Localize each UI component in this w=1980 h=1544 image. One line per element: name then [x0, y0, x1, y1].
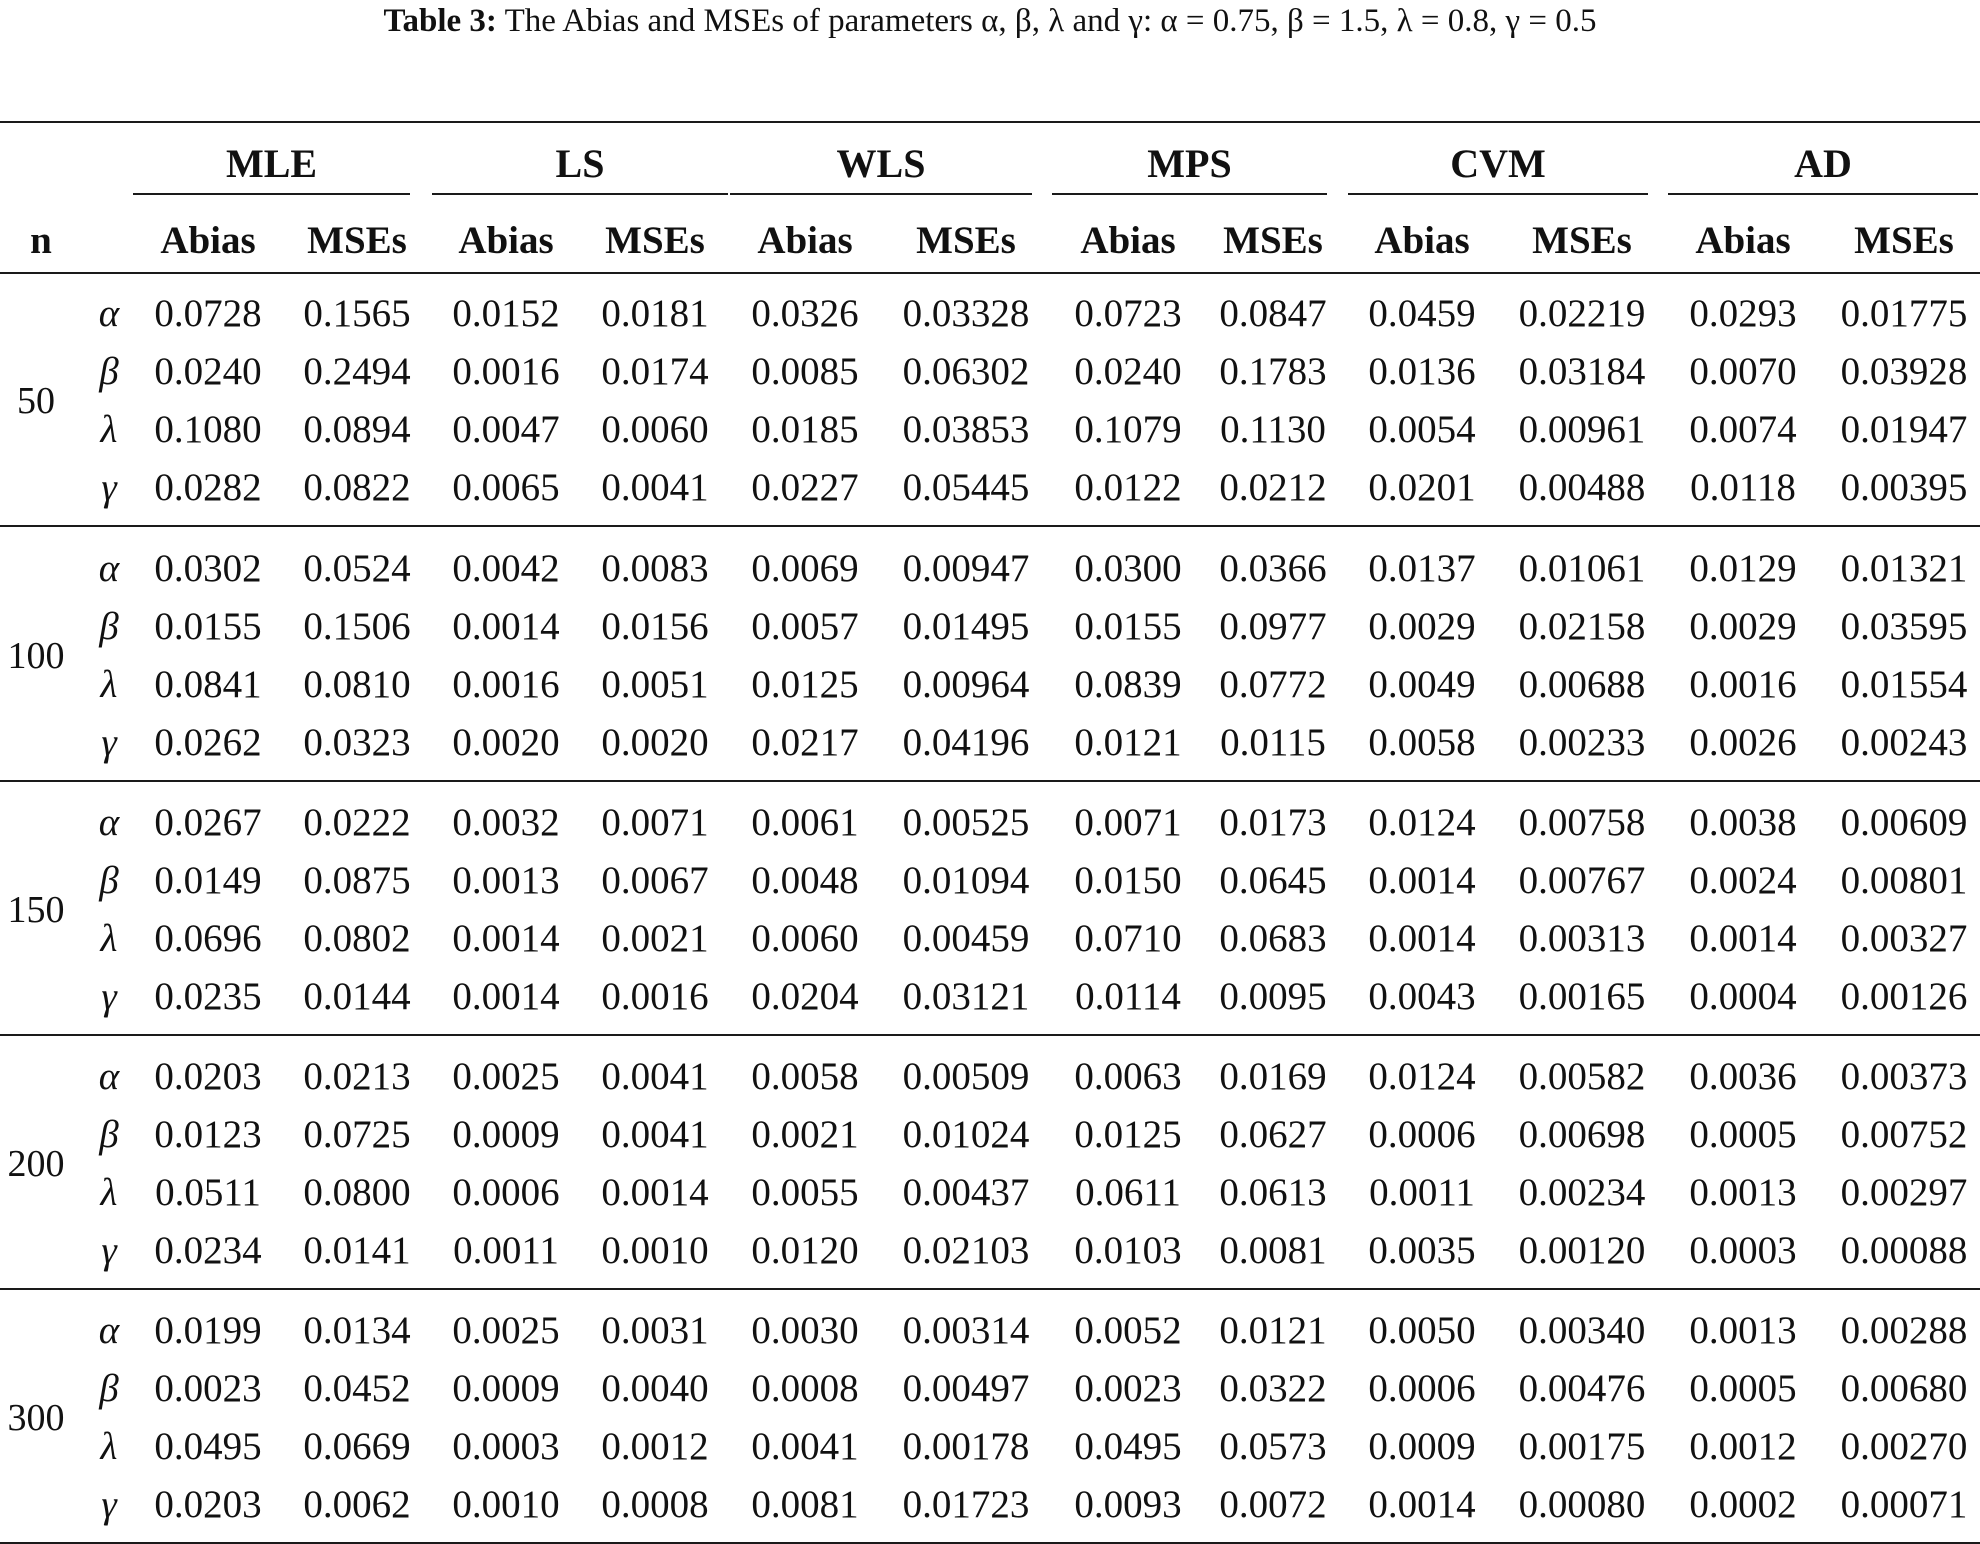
table-cell: 0.0222 [303, 801, 411, 844]
table-cell: 0.0234 [154, 1229, 262, 1272]
parameter-symbol: β [99, 1113, 119, 1156]
table-cell: 0.0627 [1219, 1113, 1327, 1156]
table-cell: 0.03928 [1840, 350, 1968, 393]
table-cell: 0.00395 [1840, 466, 1968, 509]
method-group-underline [1052, 193, 1327, 195]
table-cell: 0.0014 [452, 975, 560, 1018]
table-cell: 0.0009 [452, 1367, 560, 1410]
table-cell: 0.00767 [1518, 859, 1646, 902]
table-cell: 0.0495 [1074, 1425, 1182, 1468]
table-cell: 0.0023 [1074, 1367, 1182, 1410]
sub-column-header: MSEs [605, 219, 705, 262]
table-cell: 0.01321 [1840, 547, 1968, 590]
parameter-symbol: β [99, 605, 119, 648]
table-cell: 0.0020 [452, 721, 560, 764]
table-cell: 0.0042 [452, 547, 560, 590]
table-cell: 0.0012 [1689, 1425, 1797, 1468]
table-cell: 0.0014 [1368, 859, 1476, 902]
table-cell: 0.00509 [902, 1055, 1030, 1098]
top-rule [0, 121, 1980, 123]
table-cell: 0.0031 [601, 1309, 709, 1352]
table-cell: 0.02219 [1518, 292, 1646, 335]
table-cell: 0.03121 [902, 975, 1030, 1018]
header-rule [0, 272, 1980, 274]
method-group-underline [1348, 193, 1648, 195]
table-cell: 0.1130 [1220, 408, 1326, 451]
method-group-underline [432, 193, 728, 195]
parameter-symbol: λ [100, 408, 118, 451]
table-cell: 0.0074 [1689, 408, 1797, 451]
parameter-symbol: γ [101, 466, 117, 509]
table-cell: 0.04196 [902, 721, 1030, 764]
sub-column-header: Abias [1080, 219, 1176, 262]
table-cell: 0.03328 [902, 292, 1030, 335]
parameter-symbol: γ [101, 1229, 117, 1272]
table-cell: 0.1565 [303, 292, 411, 335]
table-cell: 0.0822 [303, 466, 411, 509]
sub-column-header: Abias [1374, 219, 1470, 262]
parameter-symbol: α [98, 547, 120, 590]
table-cell: 0.0067 [601, 859, 709, 902]
table-cell: 0.02158 [1518, 605, 1646, 648]
sub-column-header: MSEs [1223, 219, 1323, 262]
table-cell: 0.00437 [902, 1171, 1030, 1214]
table-cell: 0.0052 [1074, 1309, 1182, 1352]
table-cell: 0.00120 [1518, 1229, 1646, 1272]
sub-column-header: Abias [458, 219, 554, 262]
table-cell: 0.0014 [452, 917, 560, 960]
table-cell: 0.0026 [1689, 721, 1797, 764]
table-cell: 0.0013 [1689, 1309, 1797, 1352]
method-group-header: MPS [1147, 141, 1232, 186]
table-cell: 0.0011 [453, 1229, 559, 1272]
table-cell: 0.02103 [902, 1229, 1030, 1272]
caption-label: Table 3: [383, 3, 497, 39]
table-cell: 0.0006 [1368, 1367, 1476, 1410]
table-cell: 0.0002 [1689, 1483, 1797, 1526]
block-separator-rule [0, 525, 1980, 527]
table-cell: 0.0217 [751, 721, 859, 764]
table-cell: 0.0203 [154, 1483, 262, 1526]
parameter-symbol: β [99, 1367, 119, 1410]
table-cell: 0.0262 [154, 721, 262, 764]
table-cell: 0.0839 [1074, 663, 1182, 706]
table-cell: 0.00488 [1518, 466, 1646, 509]
table-cell: 0.0150 [1074, 859, 1182, 902]
table-cell: 0.0267 [154, 801, 262, 844]
table-cell: 0.0240 [154, 350, 262, 393]
method-group-underline [730, 193, 1032, 195]
table-cell: 0.00080 [1518, 1483, 1646, 1526]
sample-size-label: 50 [17, 380, 55, 422]
table-cell: 0.0009 [452, 1113, 560, 1156]
table-cell: 0.0204 [751, 975, 859, 1018]
parameter-symbol: α [98, 801, 120, 844]
table-cell: 0.0041 [751, 1425, 859, 1468]
table-cell: 0.0013 [452, 859, 560, 902]
table-cell: 0.0199 [154, 1309, 262, 1352]
table-cell: 0.0041 [601, 1113, 709, 1156]
table-cell: 0.0029 [1368, 605, 1476, 648]
table-cell: 0.0038 [1689, 801, 1797, 844]
table-cell: 0.0201 [1368, 466, 1476, 509]
table-cell: 0.0071 [1074, 801, 1182, 844]
table-cell: 0.0875 [303, 859, 411, 902]
table-cell: 0.0524 [303, 547, 411, 590]
table-cell: 0.0155 [1074, 605, 1182, 648]
table-cell: 0.00752 [1840, 1113, 1968, 1156]
table-cell: 0.0030 [751, 1309, 859, 1352]
table-cell: 0.0012 [601, 1425, 709, 1468]
table-cell: 0.00680 [1840, 1367, 1968, 1410]
table-cell: 0.01024 [902, 1113, 1030, 1156]
table-cell: 0.0010 [601, 1229, 709, 1272]
table-cell: 0.0124 [1368, 1055, 1476, 1098]
table-cell: 0.00313 [1518, 917, 1646, 960]
table-cell: 0.0020 [601, 721, 709, 764]
sub-column-header: Abias [757, 219, 853, 262]
table-cell: 0.03595 [1840, 605, 1968, 648]
method-group-underline [1668, 193, 1978, 195]
table-cell: 0.0136 [1368, 350, 1476, 393]
table-cell: 0.0024 [1689, 859, 1797, 902]
table-cell: 0.00688 [1518, 663, 1646, 706]
table-cell: 0.01723 [902, 1483, 1030, 1526]
table-cell: 0.0169 [1219, 1055, 1327, 1098]
sub-column-header: Abias [1695, 219, 1791, 262]
table-cell: 0.0115 [1220, 721, 1326, 764]
table-cell: 0.0041 [601, 466, 709, 509]
table-cell: 0.0114 [1075, 975, 1181, 1018]
table-cell: 0.0696 [154, 917, 262, 960]
table-cell: 0.0010 [452, 1483, 560, 1526]
table-cell: 0.0227 [751, 466, 859, 509]
table-cell: 0.0093 [1074, 1483, 1182, 1526]
table-cell: 0.0021 [601, 917, 709, 960]
table-cell: 0.00327 [1840, 917, 1968, 960]
method-group-header: AD [1794, 141, 1852, 186]
parameter-symbol: α [98, 1309, 120, 1352]
parameter-symbol: λ [100, 917, 118, 960]
table-cell: 0.0293 [1689, 292, 1797, 335]
block-separator-rule [0, 1034, 1980, 1036]
table-cell: 0.0120 [751, 1229, 859, 1272]
table-cell: 0.1783 [1219, 350, 1327, 393]
table-cell: 0.0103 [1074, 1229, 1182, 1272]
table-cell: 0.0081 [751, 1483, 859, 1526]
table-cell: 0.0009 [1368, 1425, 1476, 1468]
table-cell: 0.0613 [1219, 1171, 1327, 1214]
sub-column-header: MSEs [1854, 219, 1954, 262]
table-cell: 0.0016 [601, 975, 709, 1018]
parameter-symbol: γ [101, 975, 117, 1018]
method-group-header: CVM [1450, 141, 1546, 186]
table-cell: 0.0060 [751, 917, 859, 960]
table-cell: 0.00947 [902, 547, 1030, 590]
table-cell: 0.0725 [303, 1113, 411, 1156]
table-cell: 0.0121 [1074, 721, 1182, 764]
table-cell: 0.03853 [902, 408, 1030, 451]
method-group-underline [133, 193, 410, 195]
table-cell: 0.0710 [1074, 917, 1182, 960]
table-cell: 0.00758 [1518, 801, 1646, 844]
table-cell: 0.0016 [1689, 663, 1797, 706]
table-cell: 0.0683 [1219, 917, 1327, 960]
table-cell: 0.01775 [1840, 292, 1968, 335]
table-cell: 0.0014 [1368, 917, 1476, 960]
parameter-symbol: β [99, 859, 119, 902]
table-cell: 0.0326 [751, 292, 859, 335]
table-cell: 0.0847 [1219, 292, 1327, 335]
table-cell: 0.00964 [902, 663, 1030, 706]
table-cell: 0.0063 [1074, 1055, 1182, 1098]
table-cell: 0.0645 [1219, 859, 1327, 902]
table-cell: 0.01495 [902, 605, 1030, 648]
table-cell: 0.0125 [1074, 1113, 1182, 1156]
table-cell: 0.0302 [154, 547, 262, 590]
caption-text: The Abias and MSEs of parameters α, β, λ and γ: α = 0.75, β = 1.5, λ = 0.8, γ = 0.5 [504, 3, 1597, 39]
table-cell: 0.0173 [1219, 801, 1327, 844]
table-cell: 0.01094 [902, 859, 1030, 902]
table-cell: 0.0058 [751, 1055, 859, 1098]
method-group-header: MLE [225, 141, 318, 186]
table-cell: 0.00801 [1840, 859, 1968, 902]
table-cell: 0.0155 [154, 605, 262, 648]
table-cell: 0.00165 [1518, 975, 1646, 1018]
table-cell: 0.0118 [1690, 466, 1796, 509]
table-cell: 0.0213 [303, 1055, 411, 1098]
table-cell: 0.0006 [452, 1171, 560, 1214]
table-cell: 0.00071 [1840, 1483, 1968, 1526]
parameter-symbol: γ [101, 1483, 117, 1526]
table-cell: 0.1079 [1074, 408, 1182, 451]
sub-column-header: MSEs [916, 219, 1016, 262]
table-cell: 0.00373 [1840, 1055, 1968, 1098]
table-cell: 0.00314 [902, 1309, 1030, 1352]
table-cell: 0.0061 [751, 801, 859, 844]
table-cell: 0.0802 [303, 917, 411, 960]
table-cell: 0.0006 [1368, 1113, 1476, 1156]
table-cell: 0.00243 [1840, 721, 1968, 764]
table-cell: 0.0977 [1219, 605, 1327, 648]
table-cell: 0.0070 [1689, 350, 1797, 393]
table-cell: 0.0011 [1369, 1171, 1475, 1214]
table-cell: 0.0032 [452, 801, 560, 844]
table-cell: 0.0043 [1368, 975, 1476, 1018]
table-cell: 0.06302 [902, 350, 1030, 393]
table-cell: 0.0040 [601, 1367, 709, 1410]
table-cell: 0.0144 [303, 975, 411, 1018]
parameter-symbol: γ [101, 721, 117, 764]
table-cell: 0.0014 [601, 1171, 709, 1214]
table-cell: 0.0123 [154, 1113, 262, 1156]
table-cell: 0.0003 [1689, 1229, 1797, 1272]
table-cell: 0.00178 [902, 1425, 1030, 1468]
table-cell: 0.0134 [303, 1309, 411, 1352]
table-cell: 0.0013 [1689, 1171, 1797, 1214]
table-cell: 0.0212 [1219, 466, 1327, 509]
table-cell: 0.00175 [1518, 1425, 1646, 1468]
table-cell: 0.1080 [154, 408, 262, 451]
table-cell: 0.0573 [1219, 1425, 1327, 1468]
table-cell: 0.0282 [154, 466, 262, 509]
table-cell: 0.0049 [1368, 663, 1476, 706]
table-cell: 0.1506 [303, 605, 411, 648]
table-cell: 0.0083 [601, 547, 709, 590]
sample-size-label: 300 [7, 1397, 65, 1439]
parameter-symbol: λ [100, 1425, 118, 1468]
table-cell: 0.00525 [902, 801, 1030, 844]
table-cell: 0.00234 [1518, 1171, 1646, 1214]
table-cell: 0.0004 [1689, 975, 1797, 1018]
table-cell: 0.0065 [452, 466, 560, 509]
table-cell: 0.0008 [601, 1483, 709, 1526]
table-cell: 0.0021 [751, 1113, 859, 1156]
sub-column-header: MSEs [1532, 219, 1632, 262]
table-cell: 0.0041 [601, 1055, 709, 1098]
table-cell: 0.01947 [1840, 408, 1968, 451]
table-cell: 0.0152 [452, 292, 560, 335]
table-cell: 0.0060 [601, 408, 709, 451]
table-cell: 0.0014 [1689, 917, 1797, 960]
table-cell: 0.0366 [1219, 547, 1327, 590]
table-cell: 0.0072 [1219, 1483, 1327, 1526]
table-cell: 0.0495 [154, 1425, 262, 1468]
parameter-symbol: β [99, 350, 119, 393]
table-cell: 0.0129 [1689, 547, 1797, 590]
table-cell: 0.0122 [1074, 466, 1182, 509]
table-cell: 0.0121 [1219, 1309, 1327, 1352]
method-group-header: WLS [836, 141, 926, 186]
table-cell: 0.0511 [155, 1171, 261, 1214]
table-cell: 0.0069 [751, 547, 859, 590]
table-cell: 0.0323 [303, 721, 411, 764]
table-cell: 0.0137 [1368, 547, 1476, 590]
table-cell: 0.0728 [154, 292, 262, 335]
table-cell: 0.0611 [1075, 1171, 1181, 1214]
table-cell: 0.0047 [452, 408, 560, 451]
table-cell: 0.0054 [1368, 408, 1476, 451]
table-cell: 0.0025 [452, 1309, 560, 1352]
table-cell: 0.0181 [601, 292, 709, 335]
table-cell: 0.00582 [1518, 1055, 1646, 1098]
table-cell: 0.0174 [601, 350, 709, 393]
sample-size-label: 150 [7, 889, 65, 931]
table-cell: 0.0800 [303, 1171, 411, 1214]
table-cell: 0.00233 [1518, 721, 1646, 764]
table-cell: 0.00340 [1518, 1309, 1646, 1352]
table-cell: 0.0125 [751, 663, 859, 706]
table-cell: 0.0014 [452, 605, 560, 648]
table-cell: 0.03184 [1518, 350, 1646, 393]
table-cell: 0.0023 [154, 1367, 262, 1410]
table-cell: 0.0051 [601, 663, 709, 706]
n-column-header: n [30, 219, 52, 262]
table-cell: 0.0124 [1368, 801, 1476, 844]
table-cell: 0.0057 [751, 605, 859, 648]
table-cell: 0.0048 [751, 859, 859, 902]
table-cell: 0.0203 [154, 1055, 262, 1098]
table-cell: 0.0071 [601, 801, 709, 844]
table-cell: 0.0005 [1689, 1113, 1797, 1156]
table-cell: 0.0894 [303, 408, 411, 451]
table-cell: 0.05445 [902, 466, 1030, 509]
table-cell: 0.0772 [1219, 663, 1327, 706]
table-cell: 0.0014 [1368, 1483, 1476, 1526]
table-cell: 0.00476 [1518, 1367, 1646, 1410]
table-cell: 0.00288 [1840, 1309, 1968, 1352]
parameter-symbol: α [98, 1055, 120, 1098]
parameter-symbol: α [98, 292, 120, 335]
table-cell: 0.0036 [1689, 1055, 1797, 1098]
table-cell: 0.0300 [1074, 547, 1182, 590]
table-cell: 0.0156 [601, 605, 709, 648]
parameter-symbol: λ [100, 663, 118, 706]
table-cell: 0.0050 [1368, 1309, 1476, 1352]
table-cell: 0.00609 [1840, 801, 1968, 844]
table-cell: 0.0149 [154, 859, 262, 902]
table-cell: 0.00698 [1518, 1113, 1646, 1156]
table-cell: 0.00297 [1840, 1171, 1968, 1214]
method-group-header: LS [555, 141, 605, 186]
table-cell: 0.0055 [751, 1171, 859, 1214]
table-cell: 0.00497 [902, 1367, 1030, 1410]
table-cell: 0.0016 [452, 350, 560, 393]
table-cell: 0.0029 [1689, 605, 1797, 648]
table-cell: 0.0025 [452, 1055, 560, 1098]
table-cell: 0.2494 [303, 350, 411, 393]
table-cell: 0.0003 [452, 1425, 560, 1468]
table-cell: 0.0005 [1689, 1367, 1797, 1410]
table-cell: 0.0452 [303, 1367, 411, 1410]
table-cell: 0.0723 [1074, 292, 1182, 335]
table-cell: 0.0235 [154, 975, 262, 1018]
table-cell: 0.00459 [902, 917, 1030, 960]
table-cell: 0.00088 [1840, 1229, 1968, 1272]
table-cell: 0.0141 [303, 1229, 411, 1272]
table-caption [0, 0, 1980, 42]
table-cell: 0.0016 [452, 663, 560, 706]
sample-size-label: 100 [7, 635, 65, 677]
sample-size-label: 200 [7, 1143, 65, 1185]
sub-column-header: MSEs [307, 219, 407, 262]
table-cell: 0.0841 [154, 663, 262, 706]
parameter-symbol: λ [100, 1171, 118, 1214]
table-cell: 0.0185 [751, 408, 859, 451]
block-separator-rule [0, 1288, 1980, 1290]
table-cell: 0.0240 [1074, 350, 1182, 393]
table-cell: 0.00961 [1518, 408, 1646, 451]
table-cell: 0.00126 [1840, 975, 1968, 1018]
sub-column-header: Abias [160, 219, 256, 262]
table-cell: 0.0062 [303, 1483, 411, 1526]
table-cell: 0.0810 [303, 663, 411, 706]
table-cell: 0.0322 [1219, 1367, 1327, 1410]
table-cell: 0.0008 [751, 1367, 859, 1410]
table-cell: 0.0459 [1368, 292, 1476, 335]
table-cell: 0.00270 [1840, 1425, 1968, 1468]
table-cell: 0.0058 [1368, 721, 1476, 764]
table-cell: 0.0081 [1219, 1229, 1327, 1272]
table-cell: 0.0035 [1368, 1229, 1476, 1272]
table-cell: 0.01554 [1840, 663, 1968, 706]
table-cell: 0.0085 [751, 350, 859, 393]
block-separator-rule [0, 780, 1980, 782]
table-cell: 0.01061 [1518, 547, 1646, 590]
table-cell: 0.0669 [303, 1425, 411, 1468]
table-cell: 0.0095 [1219, 975, 1327, 1018]
